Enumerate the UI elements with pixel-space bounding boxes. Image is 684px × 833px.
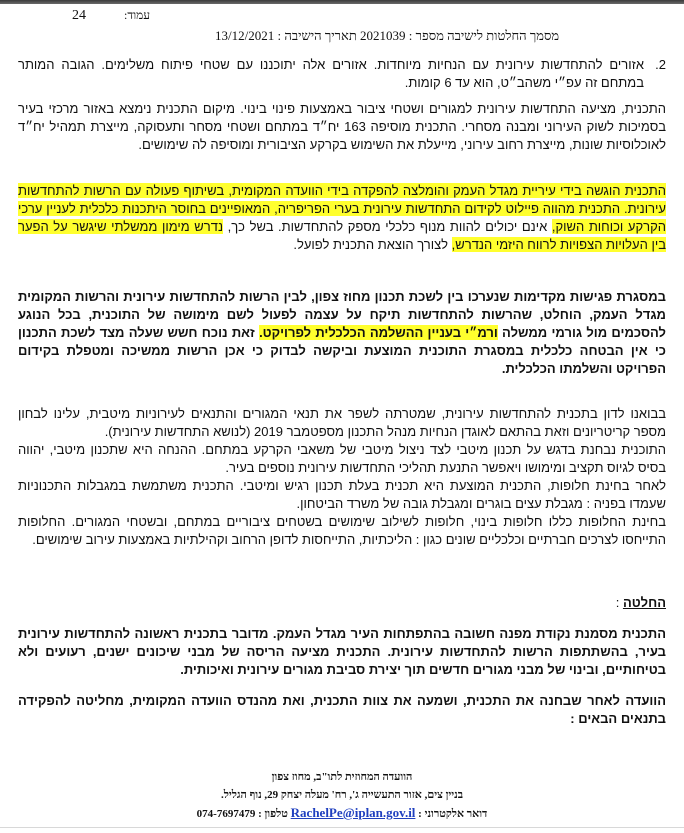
paragraph-text: התכנית מסמנת נקודת מפנה חשובה בהתפתחות העיר מגדל העמק. מדובר בתכנית ראשונה להתחדשות עירונית בעיר, בהשתתפות הרשות להתחדשות עירונית. התכנית מציעה הריסה של מבני שיכונים ישנים, רעועים ולא בטיחותיים, ובינוי של מבני מגורים חדשים תוך יצירת סביבת מגורים עירונית ואיכותית. (18, 626, 666, 677)
footer-contact (0, 804, 684, 823)
page-label: עמוד: (124, 8, 151, 22)
page-footer (0, 768, 684, 823)
paragraph-text: הוועדה לאחר שבחנה את התכנית, ושמעה את צוות התכנית, ואת מהנדס הוועדה המקומית, מחליטה להפקידה בתנאים הבאים : (18, 693, 666, 726)
paragraph-line: בבואנו לדון בתכנית להתחדשות עירונית, שמטרתה לשפר את תנאי המגורים והתנאים לעירוניות מיטבית, עלינו לבחון מספר קריטריונים וזאת בהתאם לאוגדן הנחיות מנהל התכנון מספטמבר 2019 (לנושא התחדשות עירונית). (18, 406, 666, 439)
decision-heading: החלטה : (615, 595, 666, 610)
footer-divider (0, 827, 684, 828)
highlighted-text: התכנית הוגשה בידי עיריית מגדל העמק והומלצה להפקדה בידי הוועדה המקומית, בשיתוף פעולה עם הרשות להתחדשות עירונית. התכנית מהווה פיילוט לקידום התחדשות עירונית בערי הפריפריה, המאופיינים בחוסר היתכנות כלכלית לעניין ערכי הקרקע וכוחות השוק, (18, 183, 666, 234)
paragraph-plan-description (18, 100, 666, 154)
highlighted-text: נדרש מימון ממשלתי שיגשר על הפער בין העלויות הצפויות לרווח היזמי הנדרש, (18, 219, 666, 252)
paragraph-preliminary-meetings (18, 288, 666, 378)
page-number: 24 (72, 8, 86, 23)
phone-label: טלפון : (255, 808, 288, 820)
paragraph-line: לאחר בחינת חלופות, התכנית המוצעת היא תכנית בעלת תכנון רגיש ומיטבי. התכנית משתמשת במגבלות התכנוניות שעמדו בפניה : מגבלת עצים בוגרים ומגבלת גובה של משרד הביטחון. (18, 478, 666, 511)
email-label: דואר אלקטרוני : (415, 808, 488, 820)
paragraph-text: במסגרת פגישות מקדימות שנערכו בין לשכת תכנון מחוז צפון, לבין הרשות להתחדשות עירונית והרשות המקומית מגדל העמק, הוחלט, שהרשות להתחדשות תיקח על עצמה לפעול לשם מימושה של התוכנית, בכל הנוגע להסכמים מול גורמי ממשלה (18, 289, 666, 340)
list-item-text: אזורים להתחדשות עירונית עם הנחיות מיוחדות. אזורים אלה יתוכננו עם שטחי פיתוח משלימים. הגובה המותר במתחם זה עפ״י משהב״ט, הוא עד 6 קומות. (18, 57, 644, 90)
list-item-number: 2. (655, 57, 666, 72)
paragraph-line: התוכנית נבחנת בדגש על תכנון מיטבי לצד ניצול מיטבי של משאבי הקרקע במתחם. ההנחה היא שתכנון מיטבי, יהווה בסיס לגיוס תקציב ומימושו ויאפשר התנעת תהליכי התחדשות עירונית נוספים בעיר. (18, 442, 666, 475)
phone-number: 074-7697479 (196, 808, 256, 820)
decision-title: החלטה (622, 595, 666, 610)
meeting-info: מסמך החלטות לישיבה מספר : 2021039 תאריך הישיבה : 13/12/2021 (215, 28, 560, 43)
page-number-header (72, 8, 150, 24)
footer-address: בניין צים, אזור התעשייה ג', רח' מעלה יצחק 29, נוף הגליל. (220, 789, 464, 801)
paragraph-plan-submission (18, 182, 666, 254)
footer-committee: הוועדה המחוזית לתו"ב, מחוז צפון (271, 771, 413, 783)
paragraph-text: אינם יכולים להוות מנוף כלכלי מספק להתחדשות. בשל כך, (223, 219, 552, 234)
highlighted-text: ורמ״י בעניין ההשלמה הכלכלית לפרויקט. (259, 325, 498, 340)
decision-paragraph-1 (18, 625, 666, 679)
email-link[interactable]: RachelPe@iplan.gov.il (290, 805, 416, 820)
decision-paragraph-2 (18, 692, 666, 728)
paragraph-text: לצורך הוצאת התכנית לפועל. (293, 237, 452, 252)
paragraph-line: בחינת החלופות כללו חלופות בינוי, חלופות לשילוב שימושים בשטחים ציבוריים במתחם, ובשטחי המגורים. החלופות התייחסו לצרכים חברתיים וכלכליים שונים כגון : הליכתיות, התייחסות לדופן הרחוב וקהילתיות באמצעות עירוב שימושים. (18, 514, 666, 547)
paragraph-text: זאת נוכח חשש שעלה מצד לשכת התכנון כי אין הבטחה כלכלית במסגרת התוכנית המוצעת וביקשה לבדוק כי אכן הרשות ממשיכה ומטפלת בקידום הפרויקט והשלמתו הכלכלית. (18, 325, 666, 376)
list-item-2 (18, 56, 666, 92)
paragraph-criteria (18, 405, 666, 549)
paragraph-text: התכנית, מציעה התחדשות עירונית למגורים ושטחי ציבור באמצעות פינוי בינוי. מיקום התכנית נימצא באזור מרכזי בעיר בסמיכות לשוק העירוני ומבנה מסחרי. התכנית מוסיפה 163 יח״ד במתחם ושטחי מסחר ותעסוקה, מייצרת תמהיל יח״ד לאוכלוסיות שונות, מייצרת רחוב עירוני, מייעלת את השימוש בקרקע הציבורית ומוסיפה לה שימושים. (18, 101, 666, 152)
